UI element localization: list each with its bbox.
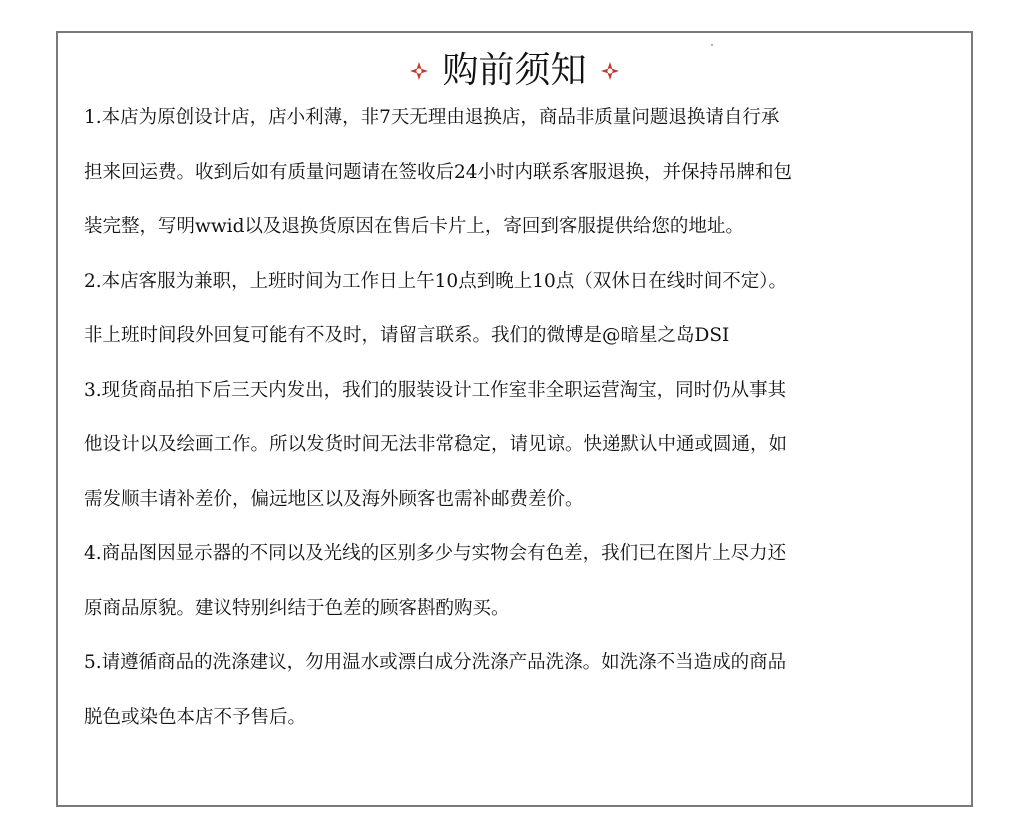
left-diamond-icon [410, 62, 428, 80]
notice-line: 需发顺丰请补差价，偏远地区以及海外顾客也需补邮费差价。 [84, 488, 584, 510]
title-row [58, 47, 971, 95]
notice-line: 1.本店为原创设计店，店小利薄，非7天无理由退换店，商品非质量问题退换请自行承 [84, 107, 780, 128]
notice-line: 4.商品图因显示器的不同以及光线的区别多少与实物会有色差，我们已在图片上尽力还 [84, 543, 787, 564]
notice-line: 5.请遵循商品的洗涤建议，勿用温水或漂白成分洗涤产品洗涤。如洗涤不当造成的商品 [84, 652, 787, 673]
notice-line: 担来回运费。收到后如有质量问题请在签收后24小时内联系客服退换，并保持吊牌和包 [84, 161, 793, 183]
page-title: 购前须知 [442, 50, 587, 91]
notice-line: 原商品原貌。建议特别纠结于色差的顾客斟酌购买。 [84, 597, 510, 619]
notice-panel [56, 31, 973, 807]
notice-text [84, 101, 964, 755]
notice-line: 2.本店客服为兼职，上班时间为工作日上午10点到晚上10点（双休日在线时间不定）。 [84, 270, 787, 292]
notice-line: 非上班时间段外回复可能有不及时，请留言联系。我们的微博是@暗星之岛DSI [84, 325, 730, 346]
decorative-dot [711, 44, 713, 46]
notice-line: 脱色或染色本店不予售后。 [84, 706, 307, 728]
notice-line: 3.现货商品拍下后三天内发出，我们的服装设计工作室非全职运营淘宝，同时仍从事其 [84, 379, 787, 401]
notice-line: 他设计以及绘画工作。所以发货时间无法非常稳定，请见谅。快递默认中通或圆通，如 [84, 434, 788, 455]
notice-line: 装完整，写明wwid以及退换货原因在售后卡片上，寄回到客服提供给您的地址。 [84, 216, 744, 237]
right-diamond-icon [601, 62, 619, 80]
